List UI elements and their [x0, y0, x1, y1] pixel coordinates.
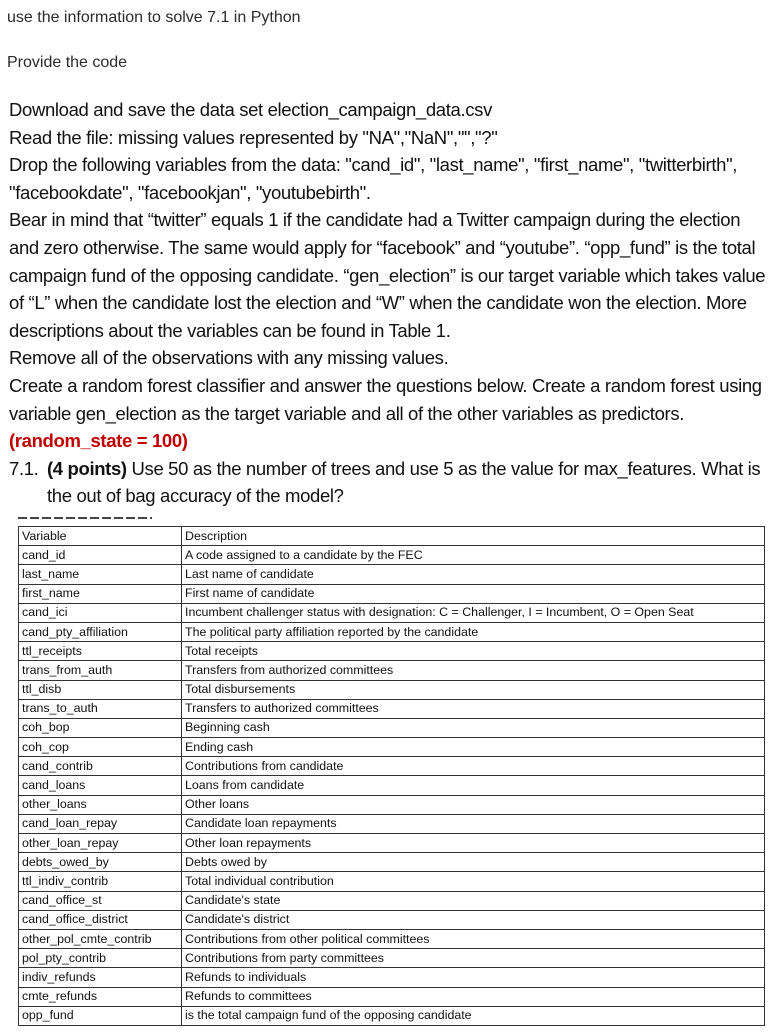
description-cell: Beginning cash — [182, 718, 765, 737]
table-row — [19, 718, 765, 737]
table-row — [19, 642, 765, 661]
question-body — [47, 455, 771, 510]
table-row — [19, 987, 765, 1006]
description-cell: Refunds to committees — [182, 987, 765, 1006]
description-cell: Transfers from authorized committees — [182, 661, 765, 680]
description-cell: Debts owed by — [182, 853, 765, 872]
table-caption-cutoff — [18, 515, 152, 521]
description-cell: Total receipts — [182, 642, 765, 661]
variable-cell: ttl_indiv_contrib — [19, 872, 182, 891]
variable-cell: coh_cop — [19, 738, 182, 757]
variable-cell: cmte_refunds — [19, 987, 182, 1006]
variable-cell: cand_loans — [19, 776, 182, 795]
variable-cell: last_name — [19, 565, 182, 584]
variable-cell: trans_from_auth — [19, 661, 182, 680]
table-row — [19, 622, 765, 641]
description-cell: First name of candidate — [182, 584, 765, 603]
variable-cell: cand_office_district — [19, 910, 182, 929]
variable-cell: cand_contrib — [19, 757, 182, 776]
variable-cell: cand_id — [19, 546, 182, 565]
table-row — [19, 949, 765, 968]
description-cell: Other loans — [182, 795, 765, 814]
variable-cell: cand_loan_repay — [19, 814, 182, 833]
instruction-random-forest: Create a random forest classifier and answer the questions below. Create a random forest using variable gen_election as the target variable and all of the other variables as predictors. — [9, 374, 762, 424]
description-cell: is the total campaign fund of the opposing candidate — [182, 1006, 765, 1025]
table-row — [19, 603, 765, 622]
variable-cell: other_pol_cmte_contrib — [19, 929, 182, 948]
table-row — [19, 891, 765, 910]
description-cell: A code assigned to a candidate by the FEC — [182, 546, 765, 565]
table-row — [19, 910, 765, 929]
question-intro: use the information to solve 7.1 in Python — [7, 9, 301, 26]
description-cell: Total disbursements — [182, 680, 765, 699]
table-row — [19, 584, 765, 603]
instruction-remove-missing: Remove all of the observations with any missing values. — [9, 347, 449, 369]
variable-cell: trans_to_auth — [19, 699, 182, 718]
request-code-line: Provide the code — [7, 54, 128, 71]
description-cell: Candidate loan repayments — [182, 814, 765, 833]
description-cell: Refunds to individuals — [182, 968, 765, 987]
description-cell: Candidate's district — [182, 910, 765, 929]
description-cell: Total individual contribution — [182, 872, 765, 891]
instruction-download: Download and save the data set election_campaign_data.csv — [9, 99, 492, 120]
table-row — [19, 699, 765, 718]
description-cell: Candidate's state — [182, 891, 765, 910]
table-row — [19, 968, 765, 987]
instruction-read-file: Read the file: missing values represented by "NA","NaN","","?" — [9, 126, 498, 148]
description-cell: Contributions from candidate — [182, 757, 765, 776]
variable-cell: ttl_receipts — [19, 642, 182, 661]
table-row — [19, 738, 765, 757]
variable-cell: first_name — [19, 584, 182, 603]
description-cell: Ending cash — [182, 738, 765, 757]
variable-cell: cand_pty_affiliation — [19, 622, 182, 641]
table-row — [19, 546, 765, 565]
question-text: Use 50 as the number of trees and use 5 as the value for max_features. What is the out of bag accuracy of the model? — [47, 457, 761, 507]
table-row — [19, 776, 765, 795]
description-cell: The political party affiliation reported by the candidate — [182, 622, 765, 641]
variables-table — [18, 526, 765, 1026]
random-state-note: (random_state = 100) — [9, 430, 188, 452]
table-header-row — [19, 527, 765, 546]
table-row — [19, 853, 765, 872]
variable-cell: other_loan_repay — [19, 834, 182, 853]
variable-cell: cand_ici — [19, 603, 182, 622]
table-row — [19, 929, 765, 948]
description-cell: Last name of candidate — [182, 565, 765, 584]
header-variable: Variable — [19, 527, 182, 546]
table-row — [19, 834, 765, 853]
table-row — [19, 565, 765, 584]
variable-cell: pol_pty_contrib — [19, 949, 182, 968]
description-cell: Contributions from party committees — [182, 949, 765, 968]
variable-cell: opp_fund — [19, 1006, 182, 1025]
variable-cell: coh_bop — [19, 718, 182, 737]
variable-cell: ttl_disb — [19, 680, 182, 699]
table-row — [19, 795, 765, 814]
variable-cell: indiv_refunds — [19, 968, 182, 987]
question-points: (4 points) — [47, 457, 127, 479]
variable-cell: other_loans — [19, 795, 182, 814]
table-row — [19, 757, 765, 776]
question-7-1 — [9, 455, 771, 510]
header-description: Description — [182, 527, 765, 546]
description-cell: Transfers to authorized committees — [182, 699, 765, 718]
variable-cell: debts_owed_by — [19, 853, 182, 872]
table-row — [19, 814, 765, 833]
table-row — [19, 872, 765, 891]
question-number: 7.1. — [9, 457, 39, 479]
table-row — [19, 661, 765, 680]
variable-cell: cand_office_st — [19, 891, 182, 910]
task-instructions — [9, 96, 771, 510]
instruction-variable-notes: Bear in mind that “twitter” equals 1 if the candidate had a Twitter campaign during the election and zero otherwise. The same would apply for “facebook” and “youtube”. “opp_fund” is the total campaign fund of the opposing candidate. “gen_election” is our target variable which takes value of “L” when the candidate lost the election and “W” when the candidate won the election. More descriptions about the variables can be found in Table 1. — [9, 209, 766, 341]
table-row — [19, 1006, 765, 1025]
description-cell: Contributions from other political committees — [182, 929, 765, 948]
instruction-drop-variables: Drop the following variables from the data: "cand_id", "last_name", "first_name", "twitterbirth", "facebookdate", "facebookjan", "youtubebirth". — [9, 154, 738, 203]
table-row — [19, 680, 765, 699]
description-cell: Incumbent challenger status with designation: C = Challenger, I = Incumbent, O = Open Seat — [182, 603, 765, 622]
description-cell: Other loan repayments — [182, 834, 765, 853]
description-cell: Loans from candidate — [182, 776, 765, 795]
